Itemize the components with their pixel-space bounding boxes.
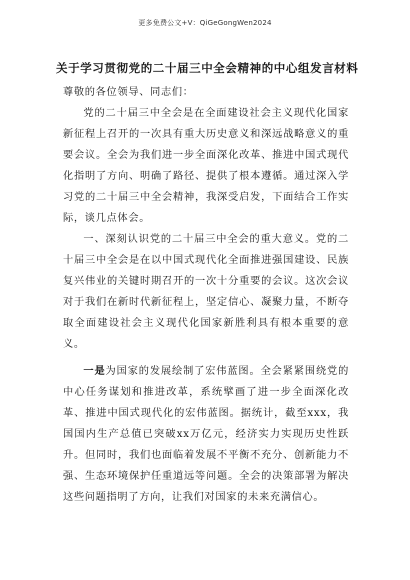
paragraph-text: 为国家的发展绘制了宏伟蓝图。全会紧紧围绕党的中心任务谋划和推进改革，系统擘画了进一步全面深化改革、推进中国式现代化的宏伟蓝图。据统计，截至xxx，我国国内生产总值已突破xx万亿元，经济实力实现历史性跃升。但同时，我们也面临着发展不平衡不充分、创新能力不强、生态环境保护任重道远等问题。全会的决策部署为解决这些问题指明了方向，让我们对国家的未来充满信心。 bbox=[63, 366, 349, 503]
document-body bbox=[63, 82, 349, 508]
greeting: 尊敬的各位领导、同志们： bbox=[63, 87, 194, 98]
paragraph-text: 一、深刻认识党的二十届三中全会的重大意义。党的二十届三中全会是在以中国式现代化全面推进强国建设、民族复兴伟业的关键时期召开的一次十分重要的会议。这次会议对于我们在新时代新征程上，坚定信心、凝聚力量，不断夺取全面建设社会主义现代化国家新胜利具有根本重要的意义。 bbox=[63, 234, 349, 350]
page-header: 更多免费公文+V：QiGeGongWen2024 bbox=[138, 19, 272, 27]
document-title: 关于学习贯彻党的二十届三中全会精神的中心组发言材料 bbox=[56, 61, 359, 75]
paragraph bbox=[63, 229, 349, 355]
paragraph-text: 党的二十届三中全会是在全面建设社会主义现代化国家新征程上召开的一次具有重大历史意义和深远战略意义的重要会议。全会为我们进一步全面深化改革、推进中国式现代化指明了方向、明确了路径、提供了根本遵循。通过深入学习党的二十届三中全会精神，我深受启发，下面结合工作实际，谈几点体会。 bbox=[63, 108, 349, 224]
paragraph bbox=[63, 361, 349, 508]
paragraph-lead: 一是 bbox=[83, 365, 106, 377]
paragraph bbox=[63, 103, 349, 229]
